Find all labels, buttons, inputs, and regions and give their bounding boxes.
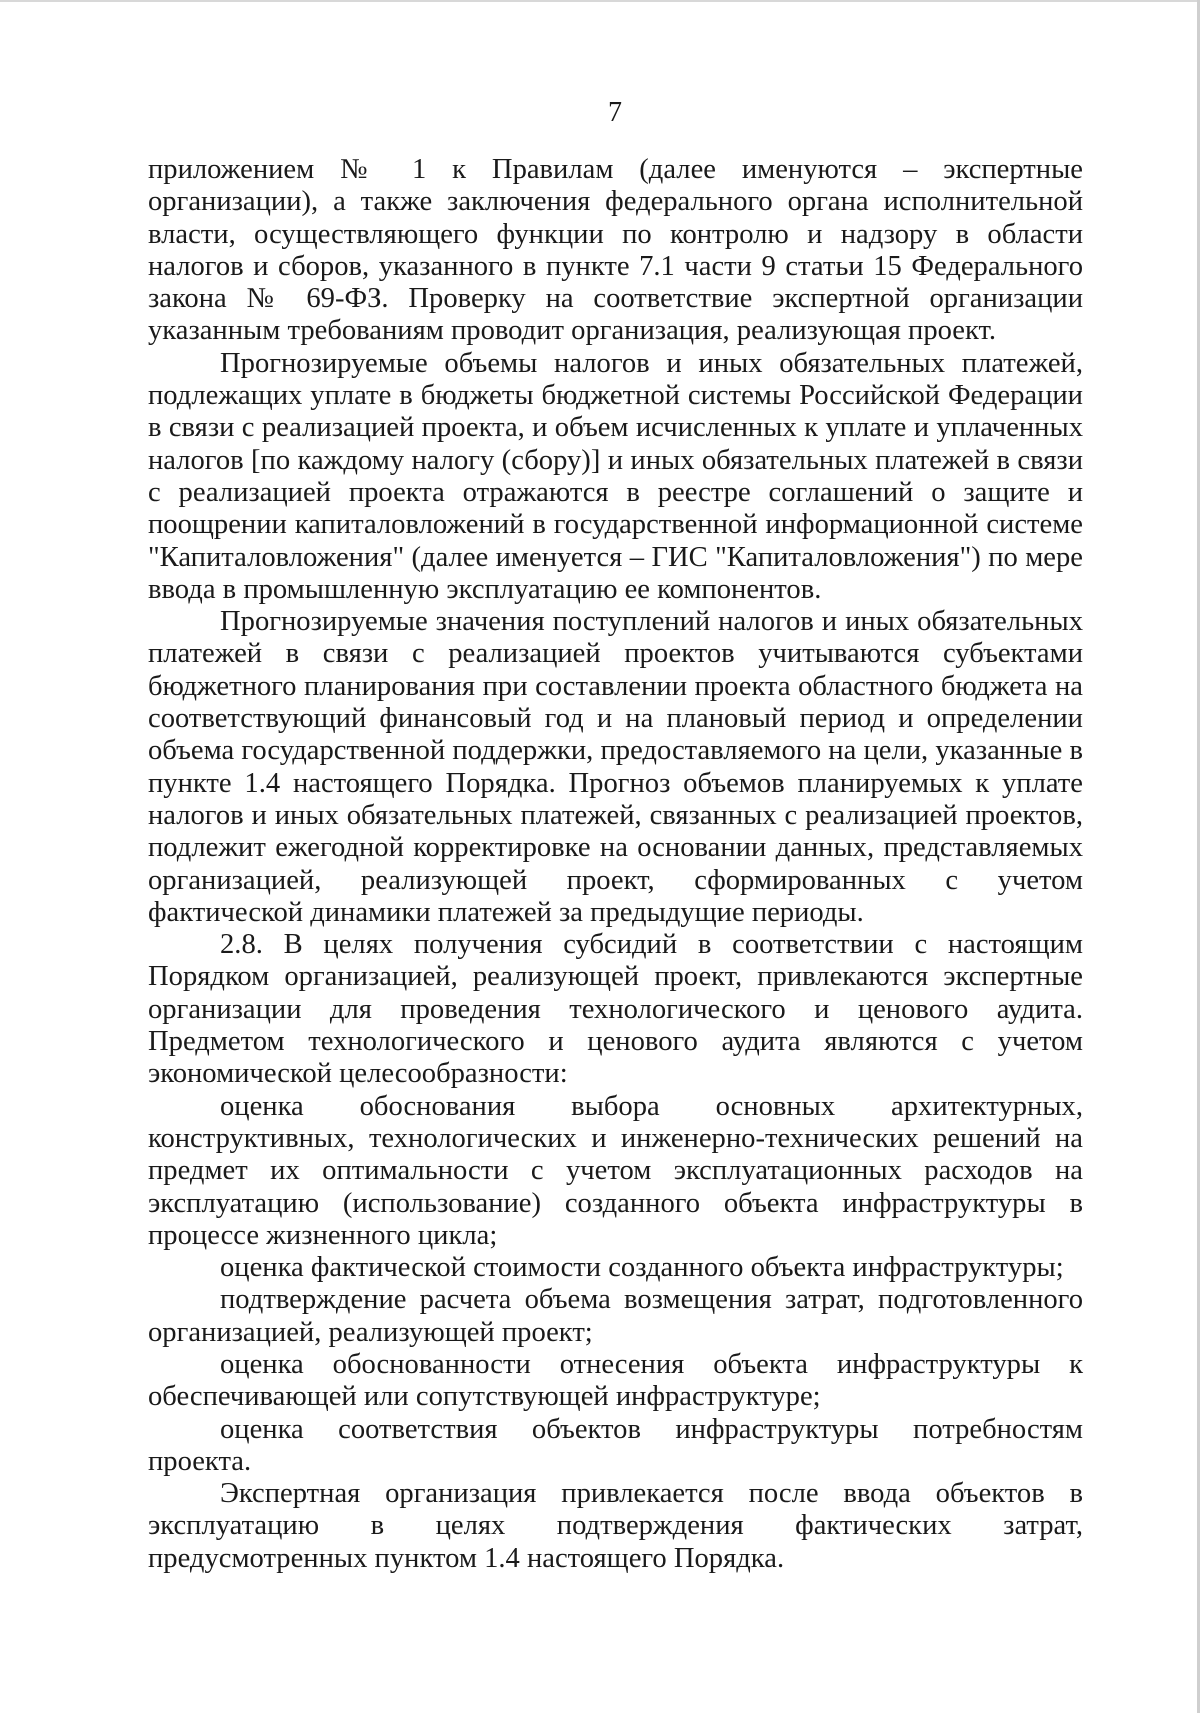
- list-item-compliance-assessment: оценка соответствия объектов инфраструктуры потребностям проекта.: [148, 1413, 1083, 1477]
- paragraph-forecast-taxes: Прогнозируемые объемы налогов и иных обязательных платежей, подлежащих уплате в бюджеты бюджетной системы Российской Федерации в связи с реализацией проекта, и объем исчисленных к уплате и уплаченных налогов [по каждому налогу (сбору)] и иных обязательных платежей в связи с реализацией проекта отражаются в реестре соглашений о защите и поощрении капиталовложений в государственной информационной системе "Капиталовложения" (далее именуется – ГИС "Капиталовложения") по мере ввода в промышленную эксплуатацию ее компонентов.: [148, 347, 1083, 605]
- paragraph-expert-organization: Экспертная организация привлекается после ввода объектов в эксплуатацию в целях подтверждения фактических затрат, предусмотренных пунктом 1.4 настоящего Порядка.: [148, 1478, 1083, 1574]
- list-item-solutions-assessment: оценка обоснования выбора основных архитектурных, конструктивных, технологических и инженерно-технических решений на предмет их оптимальности с учетом эксплуатационных расходов на эксплуатацию (использование) созданного объекта инфраструктуры в процессе жизненного цикла;: [148, 1090, 1083, 1251]
- paragraph-section-2-8: 2.8. В целях получения субсидий в соответствии с настоящим Порядком организацией, реализующей проект, привлекаются экспертные организации для проведения технологического и ценового аудита. Предметом технологического и ценового аудита являются с учетом экономической целесообразности:: [148, 929, 1083, 1090]
- list-item-reimbursement-confirmation: подтверждение расчета объема возмещения затрат, подготовленного организацией, реализующей проект;: [148, 1284, 1083, 1348]
- paragraph-forecast-revenues: Прогнозируемые значения поступлений налогов и иных обязательных платежей в связи с реализацией проектов учитываются субъектами бюджетного планирования при составлении проекта областного бюджета на соответствующий финансовый год и на плановый период и определении объема государственной поддержки, предоставляемого на цели, указанные в пункте 1.4 настоящего Порядка. Прогноз объемов планируемых к уплате налогов и иных обязательных платежей, связанных с реализацией проектов, подлежит ежегодной корректировке на основании данных, представляемых организацией, реализующей проект, сформированных с учетом фактической динамики платежей за предыдущие периоды.: [148, 606, 1083, 928]
- paragraph-continuation: приложением № 1 к Правилам (далее именуются – экспертные организации), а также заключения федерального органа исполнительной власти, осуществляющего функции по контролю и надзору в области налогов и сборов, указанного в пункте 7.1 части 9 статьи 15 Федерального закона № 69-ФЗ. Проверку на соответствие экспертной организации указанным требованиям проводит организация, реализующая проект.: [148, 154, 1083, 347]
- list-item-cost-assessment: оценка фактической стоимости созданного объекта инфраструктуры;: [220, 1252, 1064, 1284]
- document-body: [148, 154, 1083, 1575]
- page-number: 7: [608, 97, 622, 128]
- list-item-classification-assessment: оценка обоснованности отнесения объекта инфраструктуры к обеспечивающей или сопутствующей инфраструктуре;: [148, 1348, 1083, 1413]
- scan-edge-top: [0, 0, 1200, 2]
